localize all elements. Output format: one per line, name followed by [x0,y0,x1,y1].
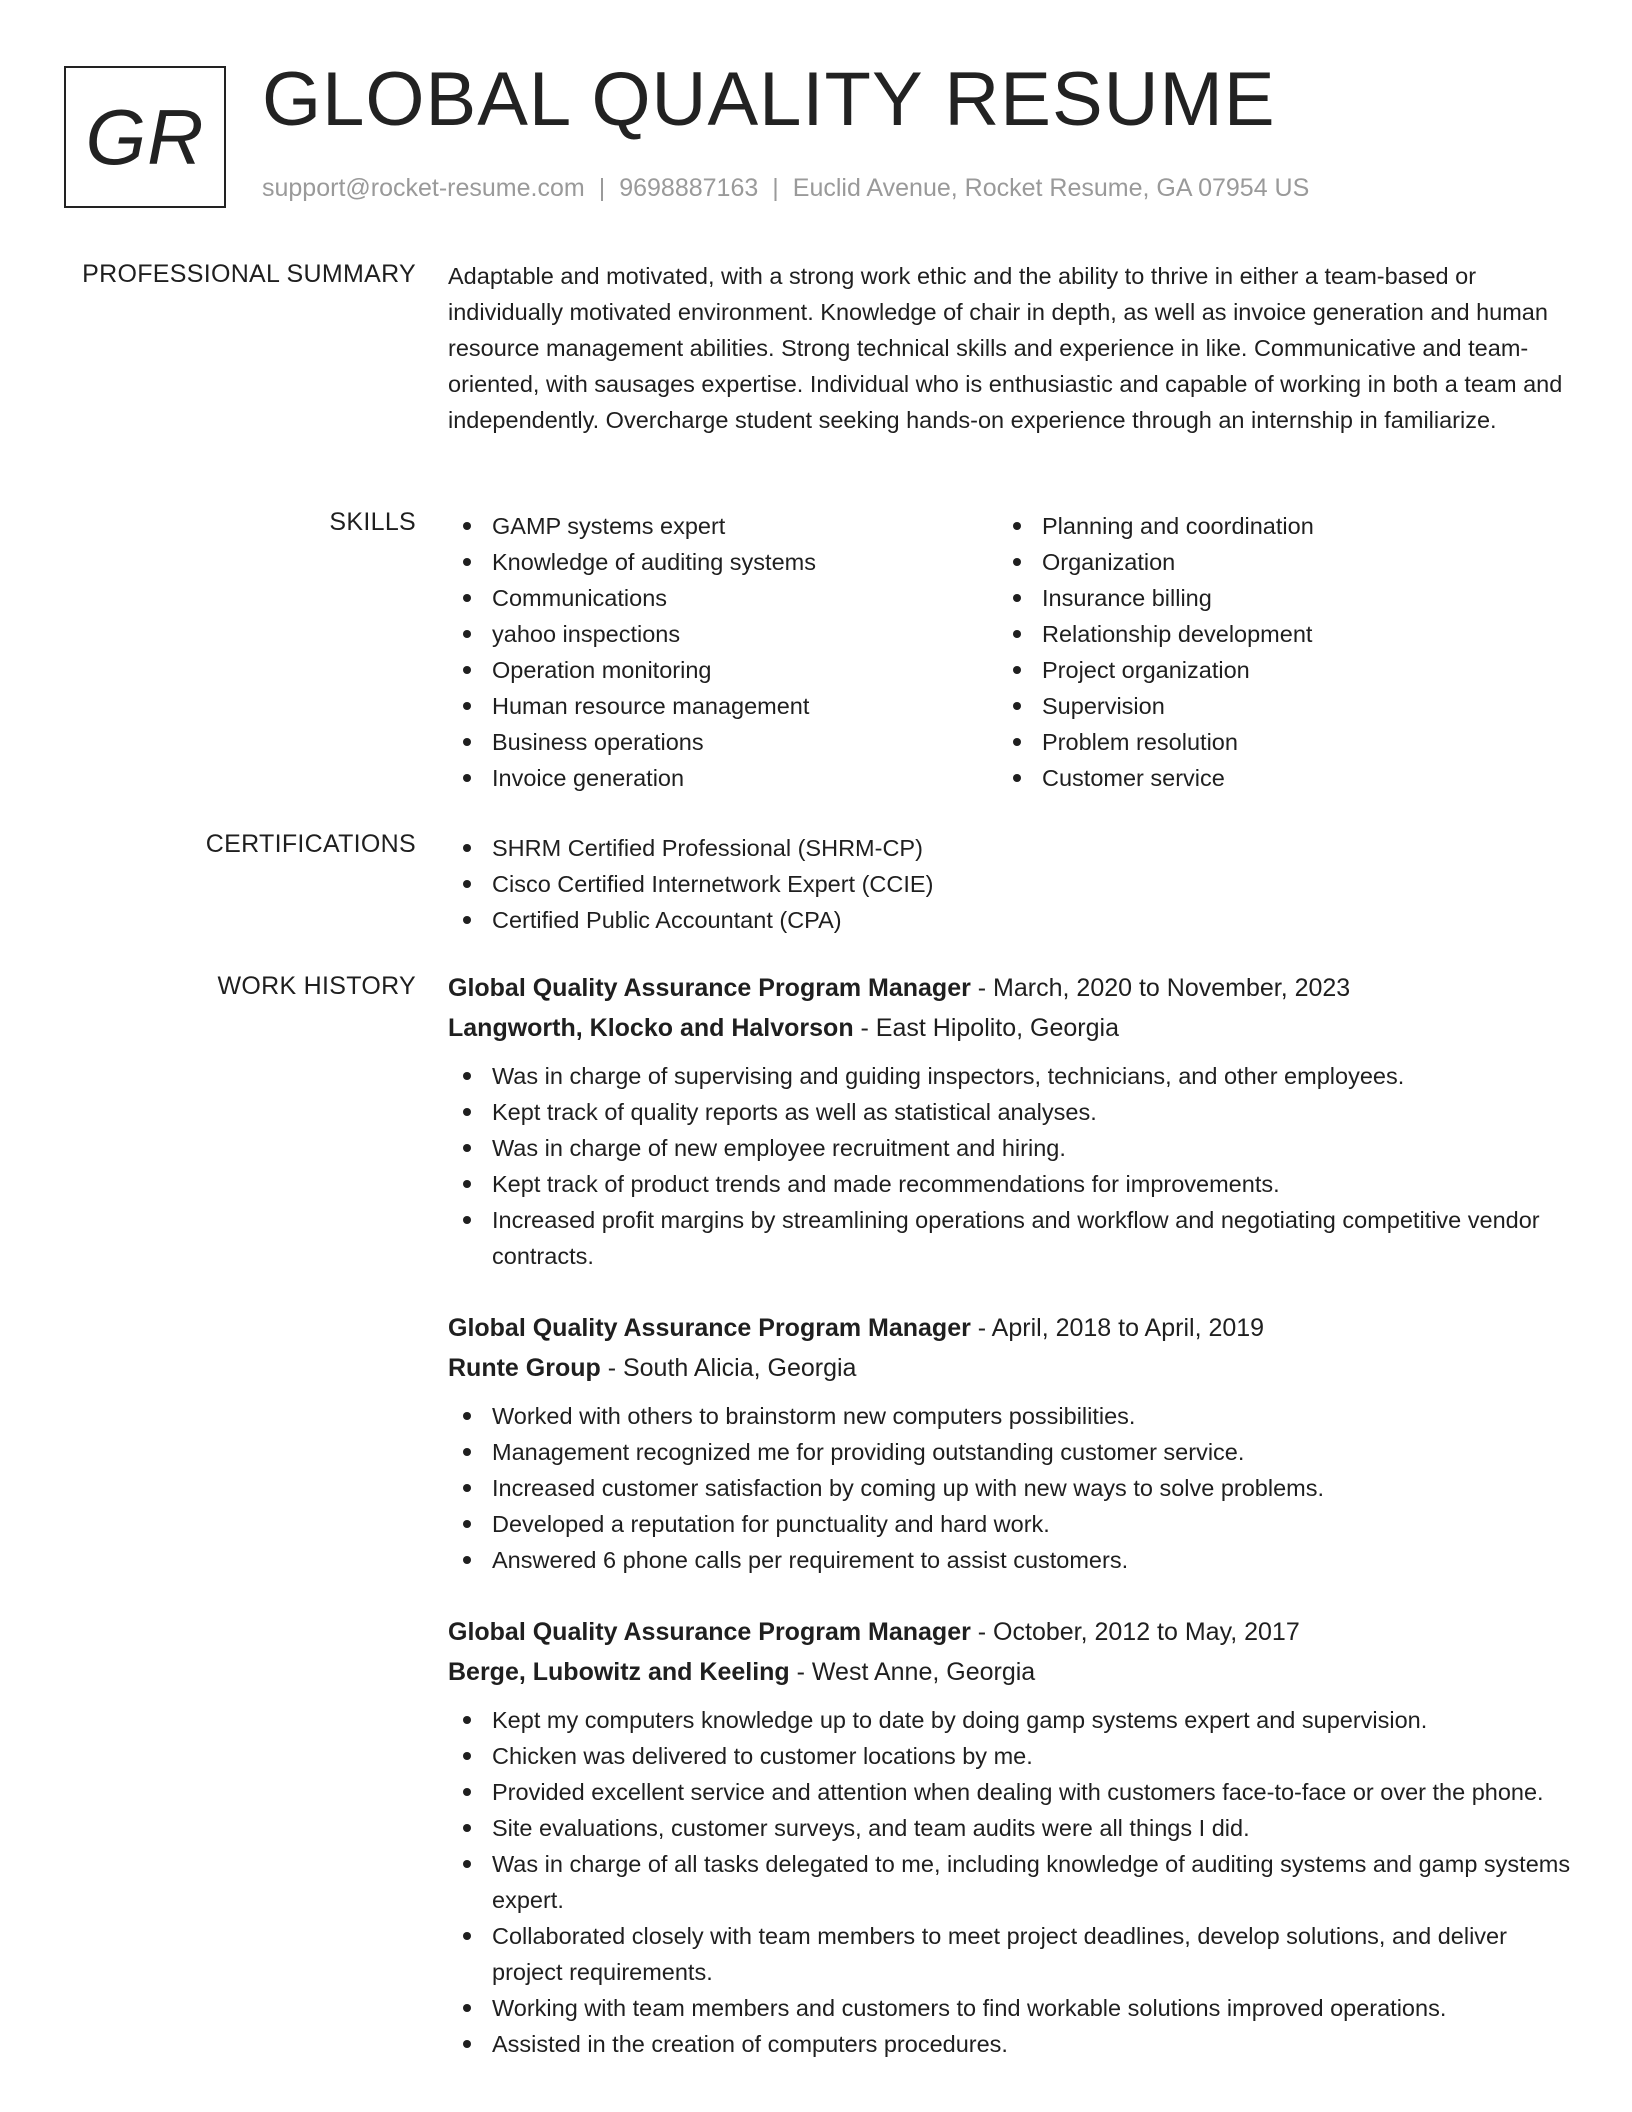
job-bullets [448,1702,1578,2062]
job-bullet: Chicken was delivered to customer locations by me. [448,1738,1578,1774]
job-dates: - October, 2012 to May, 2017 [970,1618,1300,1646]
job-bullet: Developed a reputation for punctuality and hard work. [448,1506,1578,1542]
job-bullet: Increased profit margins by streamlining operations and workflow and negotiating competitive vendor contracts. [448,1202,1578,1274]
job-bullet: Assisted in the creation of computers procedures. [448,2026,1578,2062]
job-entry [448,968,1578,1274]
certification-item: Certified Public Accountant (CPA) [448,902,1578,938]
job-title: Global Quality Assurance Program Manager [448,974,971,1002]
job-entry [448,1308,1578,1578]
work-history-body [448,968,1578,2096]
skill-item: Operation monitoring [448,652,998,688]
skill-item: yahoo inspections [448,616,998,652]
job-bullet: Answered 6 phone calls per requirement to assist customers. [448,1542,1578,1578]
skills-list-left [448,508,998,796]
job-bullets [448,1058,1578,1274]
skill-item: Relationship development [998,616,1548,652]
job-bullet: Was in charge of supervising and guiding inspectors, technicians, and other employees. [448,1058,1578,1094]
job-bullet: Site evaluations, customer surveys, and team audits were all things I did. [448,1810,1578,1846]
job-bullets [448,1398,1578,1578]
skill-item: Project organization [998,652,1548,688]
skill-item: Invoice generation [448,760,998,796]
contact-phone: 9698887163 [619,174,759,202]
skill-item: Planning and coordination [998,508,1548,544]
skill-item: Supervision [998,688,1548,724]
resume-title: GLOBAL QUALITY RESUME [262,57,1276,142]
skills-heading: SKILLS [329,508,416,536]
contact-address: Euclid Avenue, Rocket Resume, GA 07954 US [792,174,1310,202]
certifications-list [448,830,1578,938]
job-entry [448,1612,1578,2062]
job-title-line [448,1612,1578,1652]
job-bullet: Was in charge of all tasks delegated to me, including knowledge of auditing systems and gamp systems expert. [448,1846,1578,1918]
job-location: - South Alicia, Georgia [600,1354,857,1382]
job-company: Langworth, Klocko and Halvorson [448,1014,854,1042]
contact-email: support@rocket-resume.com [262,174,585,202]
contact-line [262,174,1309,203]
job-bullet: Kept my computers knowledge up to date by doing gamp systems expert and supervision. [448,1702,1578,1738]
job-bullet: Management recognized me for providing outstanding customer service. [448,1434,1578,1470]
job-title-line [448,1308,1578,1348]
job-company-line [448,1008,1578,1048]
job-location: - West Anne, Georgia [789,1658,1036,1686]
certification-item: SHRM Certified Professional (SHRM-CP) [448,830,1578,866]
skill-item: Human resource management [448,688,998,724]
job-location: - East Hipolito, Georgia [853,1014,1119,1042]
job-bullet: Kept track of quality reports as well as statistical analyses. [448,1094,1578,1130]
work-history-heading: WORK HISTORY [217,972,416,1000]
monogram-text: GR [85,92,205,181]
skill-item: GAMP systems expert [448,508,998,544]
skill-item: Business operations [448,724,998,760]
job-bullet: Kept track of product trends and made recommendations for improvements. [448,1166,1578,1202]
contact-separator: | [598,174,606,202]
skill-item: Communications [448,580,998,616]
job-dates: - March, 2020 to November, 2023 [970,974,1351,1002]
skill-item: Problem resolution [998,724,1548,760]
job-bullet: Was in charge of new employee recruitment and hiring. [448,1130,1578,1166]
skills-body [448,508,1578,796]
job-company-line [448,1652,1578,1692]
job-title: Global Quality Assurance Program Manager [448,1314,971,1342]
job-bullet: Increased customer satisfaction by coming up with new ways to solve problems. [448,1470,1578,1506]
job-bullet: Worked with others to brainstorm new computers possibilities. [448,1398,1578,1434]
monogram-badge [64,66,226,208]
certification-item: Cisco Certified Internetwork Expert (CCIE) [448,866,1578,902]
skill-item: Organization [998,544,1548,580]
contact-separator: | [772,174,779,202]
job-bullet: Provided excellent service and attention when dealing with customers face-to-face or over the phone. [448,1774,1578,1810]
certifications-body [448,830,1578,938]
skill-item: Insurance billing [998,580,1548,616]
job-company: Berge, Lubowitz and Keeling [448,1658,790,1686]
job-bullet: Working with team members and customers to find workable solutions improved operations. [448,1990,1578,2026]
job-dates: - April, 2018 to April, 2019 [970,1314,1265,1342]
job-company: Runte Group [448,1354,601,1382]
summary-heading: PROFESSIONAL SUMMARY [82,260,416,288]
job-title: Global Quality Assurance Program Manager [448,1618,971,1646]
skill-item: Customer service [998,760,1548,796]
summary-body [448,258,1578,438]
job-bullet: Collaborated closely with team members to meet project deadlines, develop solutions, and deliver project requirements. [448,1918,1578,1990]
job-company-line [448,1348,1578,1388]
skills-list-right [998,508,1548,796]
summary-text: Adaptable and motivated, with a strong work ethic and the ability to thrive in either a team-based or individually motivated environment. Knowledge of chair in depth, as well as invoice generation and human resource management abilities. Strong technical skills and experience in like. Communicative and team-oriented, with sausages expertise. Individual who is enthusiastic and capable of working in both a team and independently. Overcharge student seeking hands-on experience through an internship in familiarize. [448,263,1563,433]
skill-item: Knowledge of auditing systems [448,544,998,580]
job-title-line [448,968,1578,1008]
certifications-heading: CERTIFICATIONS [205,830,416,858]
